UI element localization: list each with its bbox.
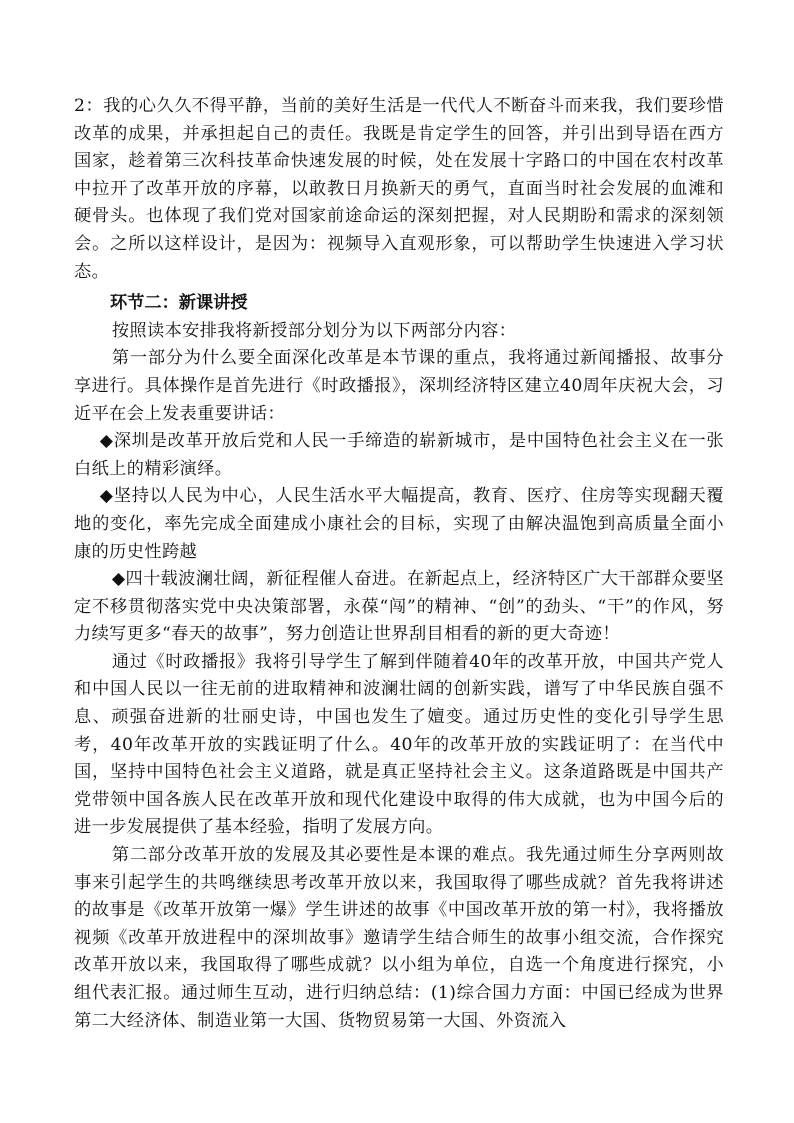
paragraph-reflection: 2：我的心久久不得平静，当前的美好生活是一代代人不断奋斗而来我，我们要珍惜改革的成果，并承担起自己的责任。我既是肯定学生的回答，并引出到导语在西方国家，趁着第三次科技革命快速发展的时候，处在发展十字路口的中国在农村改革中拉开了改革开放的序幕，以敢教日月换新天的勇气，直面当时社会发展的血滩和硬骨头。也体现了我们党对国家前途命运的深刻把握，对人民期盼和需求的深刻领会。之所以这样设计，是因为：视频导入直观形象，可以帮助学生快速进入学习状态。	[74, 96, 724, 282]
paragraph-news-summary: 通过《时政播报》我将引导学生了解到伴随着40年的改革开放，中国共产党人和中国人民以一往无前的进取精神和波澜壮阔的创新实践，谱写了中华民族自强不息、顽强奋进新的壮丽史诗，中国也发生了嬗变。通过历史性的变化引导学生思考，40年改革开放的实践证明了什么。40年的改革开放的实践证明了：在当代中国，坚持中国特色社会主义道路，就是真正坚持社会主义。这条道路既是中国共产党带领中国各族人民在改革开放和现代化建设中取得的伟大成就，也为中国今后的进一步发展提供了基本经验，指明了发展方向。	[74, 651, 724, 838]
paragraph-part-two: 第二部分改革开放的发展及其必要性是本课的难点。我先通过师生分享两则故事来引起学生的共鸣继续思考改革开放以来，我国取得了哪些成就？首先我将讲述的故事是《改革开放第一爆》学生讲述的故事《中国改革开放的第一村》，我将播放视频《改革开放进程中的深圳故事》邀请学生结合师生的故事小组交流，合作探究改革开放以来，我国取得了哪些成就？以小组为单位，自选一个角度进行探究，小组代表汇报。通过师生互动，进行归纳总结：(1)综合国力方面：中国已经成为世界第二大经济体、制造业第一大国、货物贸易第一大国、外资流入	[74, 845, 724, 1031]
bullet-people-centered: ◆坚持以人民为中心，人民生活水平大幅提高，教育、医疗、住房等实现翻天覆地的变化，率先完成全面建成小康社会的目标，实现了由解决温饱到高质量全面小康的历史性跨越	[74, 486, 724, 562]
paragraph-intro: 按照读本安排我将新授部分划分为以下两部分内容：	[111, 320, 517, 341]
section-heading: 环节二：新课讲授	[110, 293, 248, 314]
bullet-forty-years: ◆四十载波澜壮阔，新征程催人奋进。在新起点上，经济特区广大干部群众要坚定不移贯彻落实党中央决策部署，永葆“闯”的精神、“创”的劲头、“干”的作风，努力续写更多“春天的故事”，努力创造让世界刮目相看的新的更大奇迹！	[74, 569, 724, 645]
document-page	[74, 93, 724, 1035]
bullet-shenzhen-city: ◆深圳是改革开放后党和人民一手缔造的崭新城市，是中国特色社会主义在一张白纸上的精彩演绎。	[74, 431, 724, 479]
paragraph-part-one: 第一部分为什么要全面深化改革是本节课的重点，我将通过新闻播报、故事分享进行。具体操作是首先进行《时政播报》，深圳经济特区建立40周年庆祝大会，习近平在会上发表重要讲话：	[74, 348, 724, 424]
